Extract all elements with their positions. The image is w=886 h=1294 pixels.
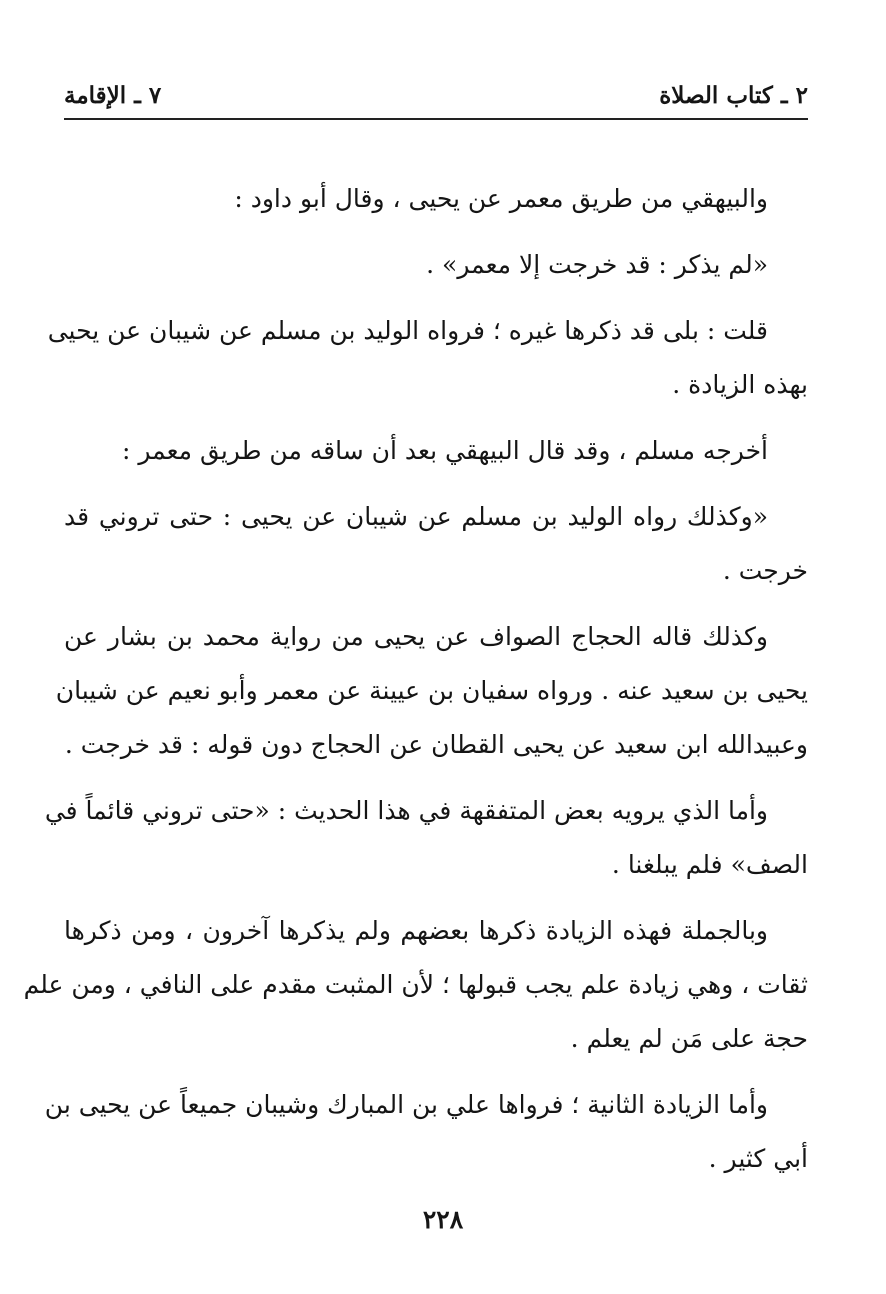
text-line: وأما الزيادة الثانية ؛ فرواها علي بن المبارك وشيبان جميعاً عن يحيى بن (44, 1090, 768, 1119)
paragraph (47, 304, 808, 424)
text-line: أبي كثير . (708, 1144, 808, 1173)
text-line: يحيى بن سعيد عنه . ورواه سفيان بن عيينة عن معمر وأبو نعيم عن شيبان (55, 676, 808, 705)
text-line: «لم يذكر : قد خرجت إلا معمر» . (426, 250, 768, 279)
section-title: ٧ ـ الإقامة (64, 82, 162, 109)
text-line: وبالجملة فهذه الزيادة ذكرها بعضهم ولم يذكرها آخرون ، ومن ذكرها (64, 916, 768, 945)
text-line: ثقات ، وهي زيادة علم يجب قبولها ؛ لأن المثبت مقدم على النافي ، ومن علم (23, 970, 808, 999)
text-line: حجة على مَن لم يعلم . (570, 1024, 808, 1053)
running-header (64, 78, 808, 120)
paragraph (44, 784, 808, 904)
paragraph (55, 610, 808, 784)
text-line: بهذه الزيادة . (672, 370, 808, 399)
text-line: قلت : بلى قد ذكرها غيره ؛ فرواه الوليد بن مسلم عن شيبان عن يحيى (47, 316, 768, 345)
text-line: وعبيدالله ابن سعيد عن يحيى القطان عن الحجاج دون قوله : قد خرجت . (64, 730, 808, 759)
text-line: الصف» فلم يبلغنا . (611, 850, 808, 879)
paragraph (64, 238, 808, 304)
text-line: والبيهقي من طريق معمر عن يحيى ، وقال أبو داود : (234, 184, 768, 213)
paragraph (64, 172, 808, 238)
text-line: «وكذلك رواه الوليد بن مسلم عن شيبان عن يحيى : حتى تروني قد (64, 502, 768, 531)
paragraph (23, 904, 808, 1078)
text-line: خرجت . (722, 556, 808, 585)
page-number: ٢٢٨ (422, 1205, 464, 1234)
text-line: أخرجه مسلم ، وقد قال البيهقي بعد أن ساقه من طريق معمر : (121, 436, 768, 465)
paragraph (44, 1078, 808, 1186)
paragraph (64, 490, 808, 610)
chapter-title: ٢ ـ كتاب الصلاة (659, 82, 808, 109)
main-text (23, 172, 808, 1186)
text-line: وكذلك قاله الحجاج الصواف عن يحيى من رواية محمد بن بشار عن (64, 622, 768, 651)
text-line: وأما الذي يرويه بعض المتفقهة في هذا الحديث : «حتى تروني قائماً في (44, 796, 768, 825)
paragraph (64, 424, 808, 490)
